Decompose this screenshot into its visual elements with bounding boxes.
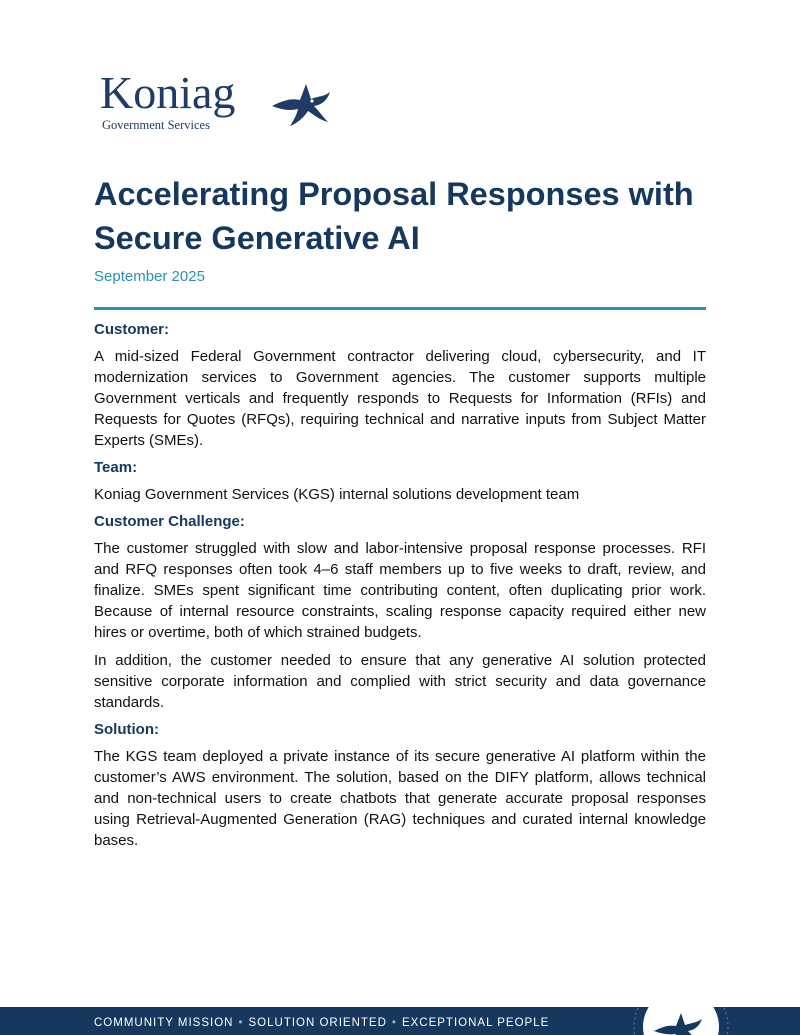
- customer-paragraph: A mid-sized Federal Government contractor delivering cloud, cybersecurity, and IT modernization services to Government agencies. The customer supports multiple Government verticals and frequently responds to Requests for Information (RFIs) and Requests for Quotes (RFQs), requiring technical and narrative inputs from Subject Matter Experts (SMEs).: [94, 348, 706, 449]
- footer-tagline: [94, 1016, 549, 1030]
- team-paragraph: Koniag Government Services (KGS) internal solutions development team: [94, 486, 580, 503]
- footer-bar: [0, 1007, 800, 1035]
- koniag-logo: [100, 67, 332, 136]
- page-title: Accelerating Proposal Responses with Secure Generative AI: [94, 176, 694, 256]
- footer-separator: •: [238, 1017, 244, 1029]
- logo-subtitle: Government Services: [102, 118, 210, 132]
- section-heading-solution: Solution:: [94, 721, 159, 738]
- section-heading-challenge: Customer Challenge:: [94, 513, 245, 530]
- section-heading-team: Team:: [94, 459, 138, 476]
- logo-wordmark: Koniag: [100, 67, 236, 118]
- footer-separator: •: [391, 1017, 397, 1029]
- eagle-badge-icon: [626, 1007, 736, 1035]
- footer-item: SOLUTION ORIENTED: [248, 1017, 387, 1029]
- eagle-icon: [270, 80, 332, 128]
- footer-item: COMMUNITY MISSION: [94, 1017, 234, 1029]
- case-study-body: [94, 320, 706, 858]
- title-divider: [94, 307, 706, 310]
- publication-date: September 2025: [94, 268, 205, 285]
- footer-item: EXCEPTIONAL PEOPLE: [401, 1017, 550, 1029]
- section-heading-customer: Customer:: [94, 321, 170, 338]
- challenge-paragraph-2: In addition, the customer needed to ensure that any generative AI solution protected sensitive corporate information and complied with strict security and data governance standards.: [94, 652, 706, 711]
- solution-paragraph: The KGS team deployed a private instance of its secure generative AI platform within the customer’s AWS environment. The solution, based on the DIFY platform, allows technical and non-technical users to create chatbots that generate accurate proposal responses using Retrieval-Augmented Generation (RAG) techniques and curated internal knowledge bases.: [94, 748, 706, 849]
- challenge-paragraph-1: The customer struggled with slow and labor-intensive proposal response processes. RFI and RFQ responses often took 4–6 staff members up to five weeks to draft, review, and finalize. SMEs spent significant time contributing content, often duplicating prior work. Because of internal resource constraints, scaling response capacity required either new hires or overtime, both of which strained budgets.: [94, 540, 706, 641]
